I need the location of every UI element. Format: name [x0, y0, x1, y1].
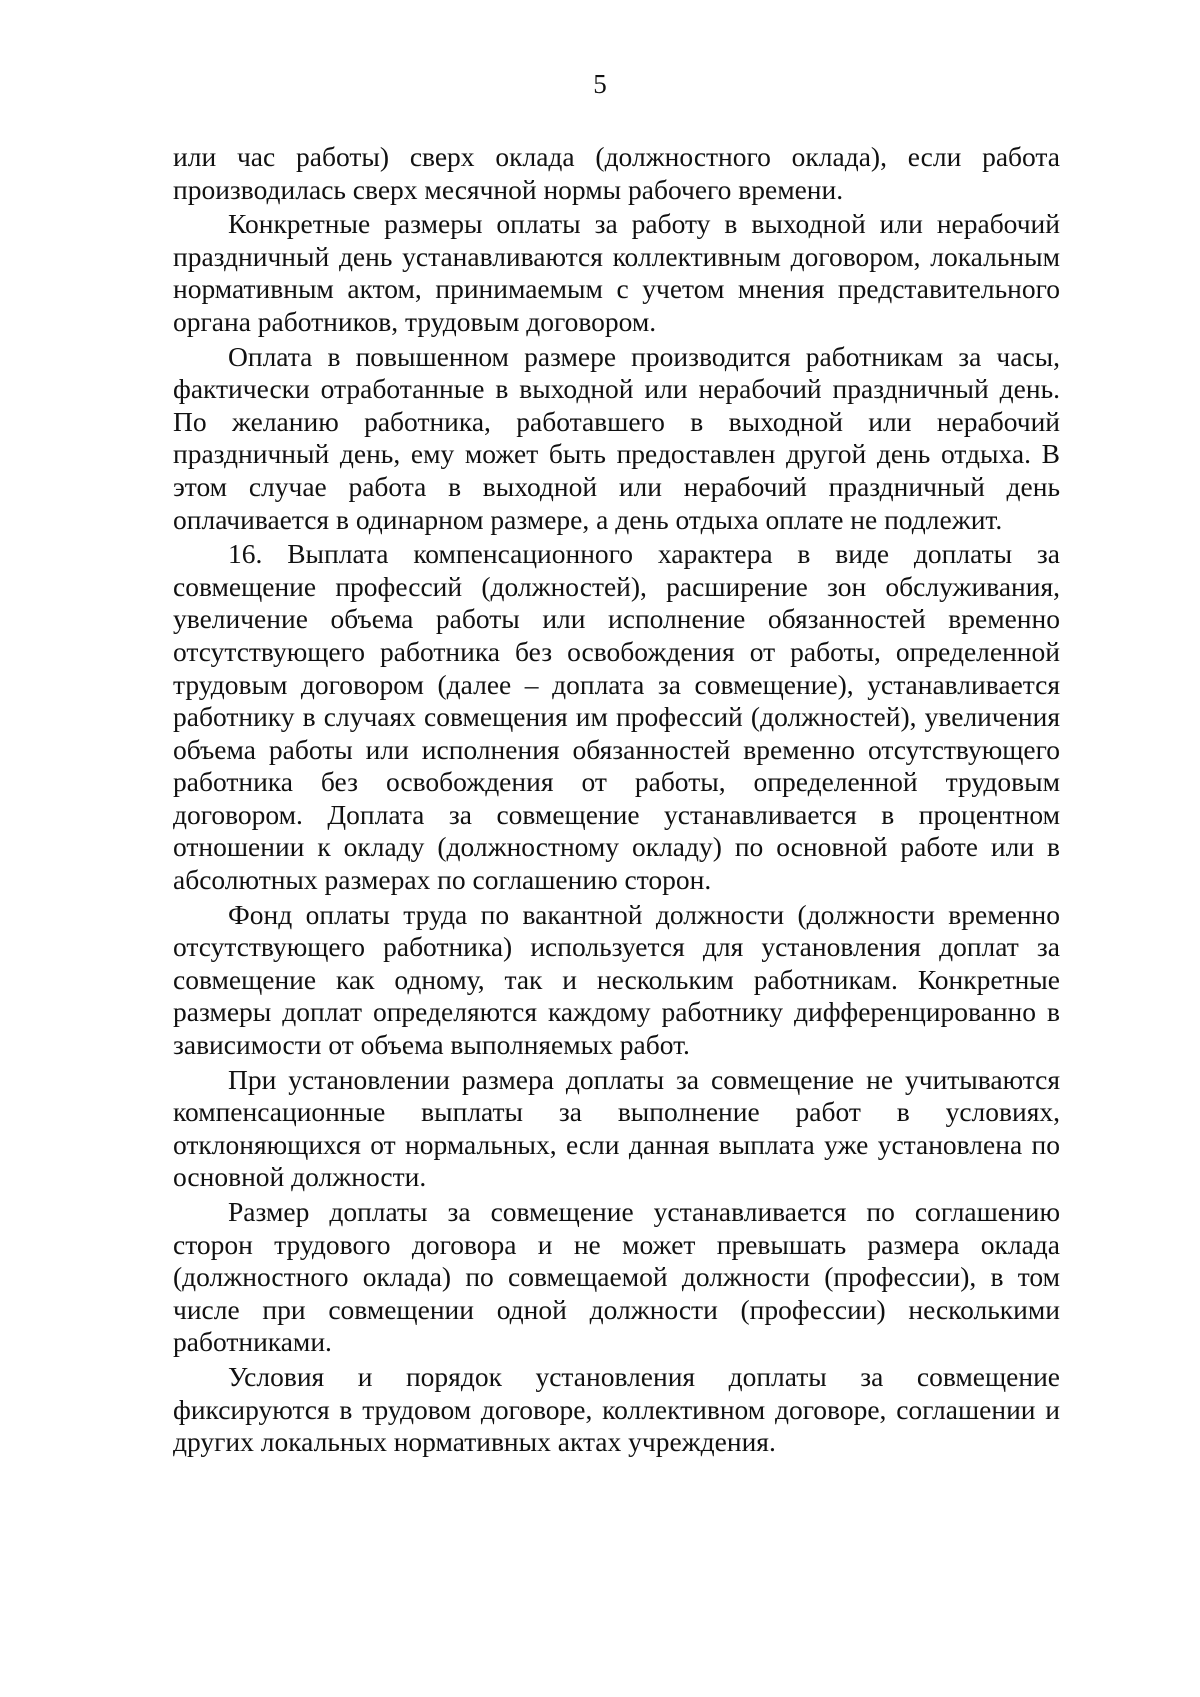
paragraph-conditions-fixation: Условия и порядок установления доплаты за совмещение фиксируются в трудовом договоре, коллективном договоре, соглашении и других локальных нормативных актах учреждения.: [173, 1360, 1060, 1458]
paragraph-payroll-fund: Фонд оплаты труда по вакантной должности (должности временно отсутствующего работника) используется для установления доплат за совмещение как одному, так и нескольким работникам. Конкретные размеры доплат определяются каждому работнику дифференцированно в зависимости от объема выполняемых работ.: [173, 898, 1060, 1061]
paragraph-compensation-exclusion: При установлении размера доплаты за совмещение не учитываются компенсационные выплаты за выполнение работ в условиях, отклоняющихся от нормальных, если данная выплата уже установлена по основной должности.: [173, 1063, 1060, 1193]
page-number: 5: [593, 69, 607, 99]
paragraph-holiday-pay-amounts: Конкретные размеры оплаты за работу в выходной или нерабочий праздничный день устанавливаются коллективным договором, локальным нормативным актом, принимаемым с учетом мнения представительного органа работников, трудовым договором.: [173, 208, 1060, 337]
paragraph-combination-pay-limit: Размер доплаты за совмещение устанавливается по соглашению сторон трудового договора и не может превышать размера оклада (должностного оклада) по совмещаемой должности (профессии), в том числе при совмещении одной должности (профессии) несколькими работниками.: [173, 1196, 1060, 1358]
document-body: [173, 141, 1060, 1461]
paragraph-continuation: или час работы) сверх оклада (должностного оклада), если работа производилась сверх месячной нормы рабочего времени.: [173, 141, 1060, 205]
paragraph-item-16-combination-pay: 16. Выплата компенсационного характера в виде доплаты за совмещение профессий (должностей), расширение зон обслуживания, увеличение объема работы или исполнение обязанностей временно отсутствующего работника без освобождения от работы, определенной трудовым договором (далее – доплата за совмещение), устанавливается работнику в случаях совмещения им профессий (должностей), увеличения объема работы или исполнения обязанностей временно отсутствующего работника без освобождения от работы, определенной трудовым договором. Доплата за совмещение устанавливается в процентном отношении к окладу (должностному окладу) по основной работе или в абсолютных размерах по соглашению сторон.: [173, 538, 1060, 896]
paragraph-increased-pay: Оплата в повышенном размере производится работникам за часы, фактически отработанные в выходной или нерабочий праздничный день. По желанию работника, работавшего в выходной или нерабочий праздничный день, ему может быть предоставлен другой день отдыха. В этом случае работа в выходной или нерабочий праздничный день оплачивается в одинарном размере, а день отдыха оплате не подлежит.: [173, 340, 1060, 535]
